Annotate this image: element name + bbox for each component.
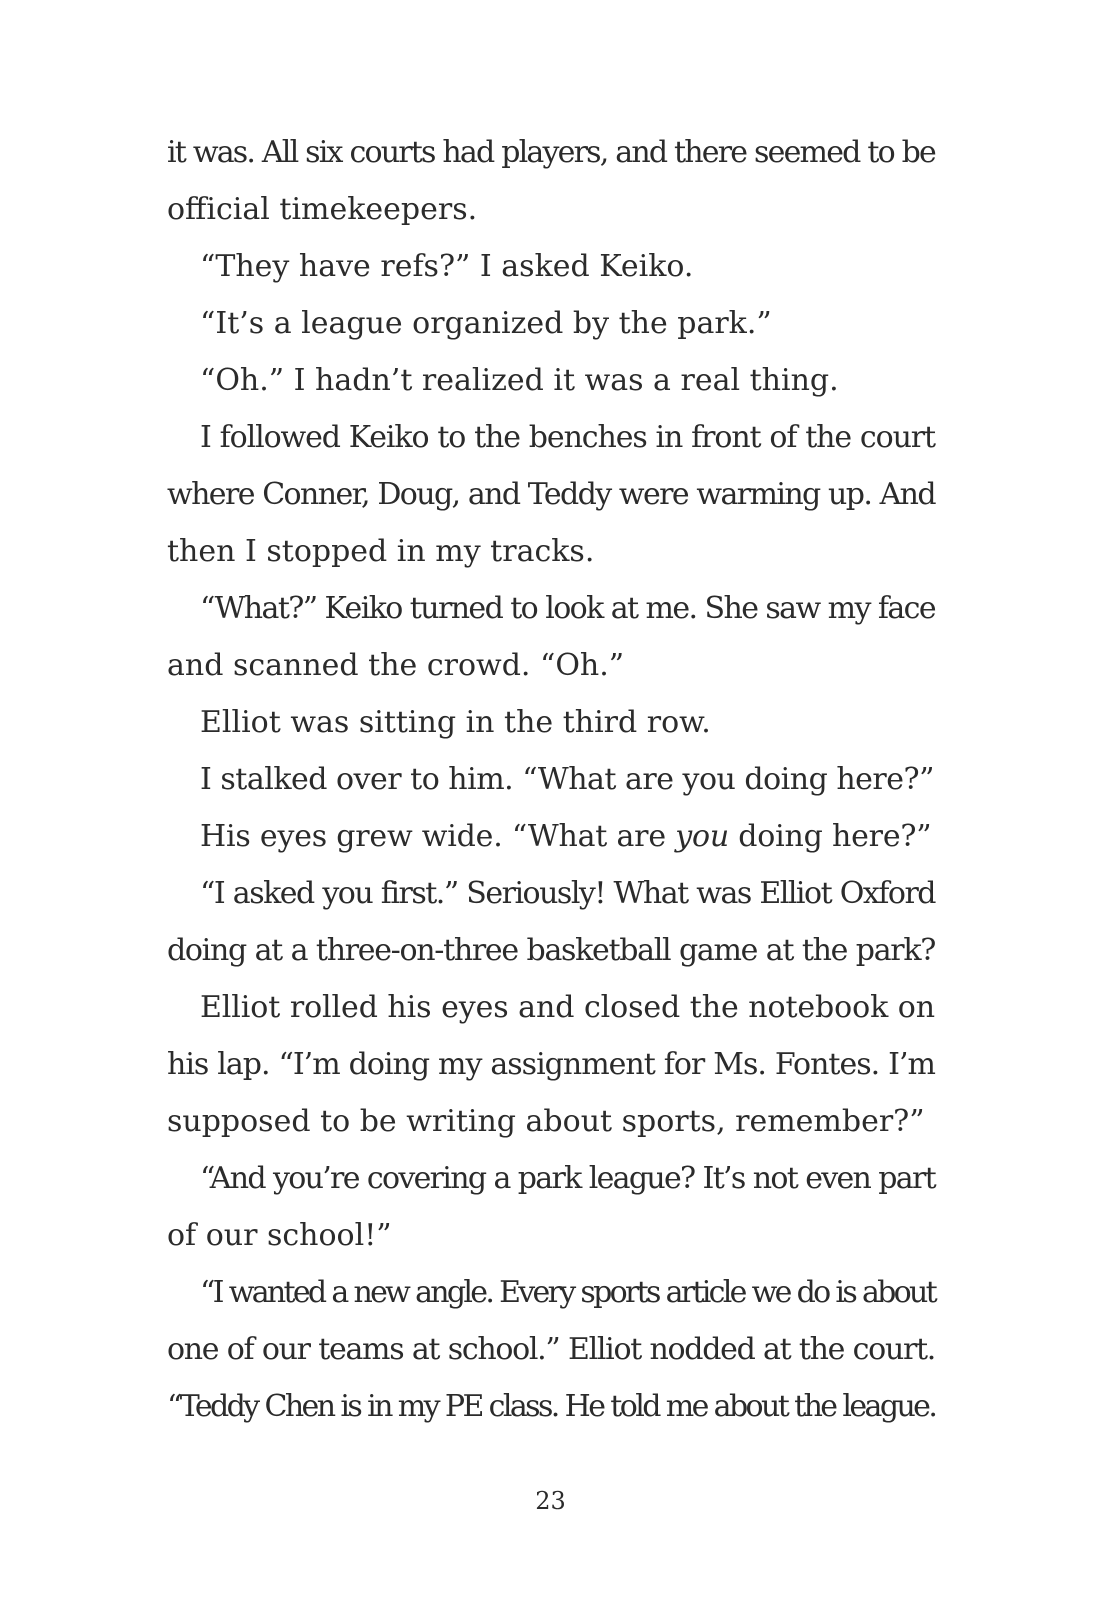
text-line: his lap. “I’m doing my assignment for Ms. Fontes. I’m xyxy=(167,1047,935,1082)
text-line xyxy=(167,808,935,865)
text-line: doing at a three-on-three basketball game at the park? xyxy=(167,933,935,968)
page-number: 23 xyxy=(535,1487,566,1515)
emphasized-word: you xyxy=(675,819,729,854)
text-line: of our school!” xyxy=(167,1218,392,1253)
text-line: “Teddy Chen is in my PE class. He told me about the league. xyxy=(167,1389,936,1424)
text-line: “I asked you first.” Seriously! What was Elliot Oxford xyxy=(200,876,935,911)
text-line: “It’s a league organized by the park.” xyxy=(200,306,772,341)
text-line: and scanned the crowd. “Oh.” xyxy=(167,648,625,683)
text-line: “And you’re covering a park league? It’s not even part xyxy=(200,1161,935,1196)
text-line: where Conner, Doug, and Teddy were warming up. And xyxy=(167,477,935,512)
text-line: I stalked over to him. “What are you doing here?” xyxy=(200,762,934,797)
text-line: it was. All six courts had players, and there seemed to be xyxy=(167,135,935,170)
text-line: Elliot was sitting in the third row. xyxy=(200,705,711,740)
text-line: “They have refs?” I asked Keiko. xyxy=(200,249,694,284)
text-line: “What?” Keiko turned to look at me. She saw my face xyxy=(200,591,935,626)
text-line: then I stopped in my tracks. xyxy=(167,534,595,569)
text-line: Elliot rolled his eyes and closed the notebook on xyxy=(200,990,935,1025)
text-segment: His eyes grew wide. “What are xyxy=(200,819,676,854)
text-line: I followed Keiko to the benches in front of the court xyxy=(200,420,935,455)
text-line: official timekeepers. xyxy=(167,192,478,227)
text-line: “I wanted a new angle. Every sports article we do is about xyxy=(200,1275,935,1310)
text-line: one of our teams at school.” Elliot nodded at the court. xyxy=(167,1332,935,1367)
text-line: supposed to be writing about sports, remember?” xyxy=(167,1104,925,1139)
text-line: “Oh.” I hadn’t realized it was a real thing. xyxy=(200,363,839,398)
text-segment: doing here?” xyxy=(728,819,932,854)
body-text xyxy=(167,124,935,1435)
